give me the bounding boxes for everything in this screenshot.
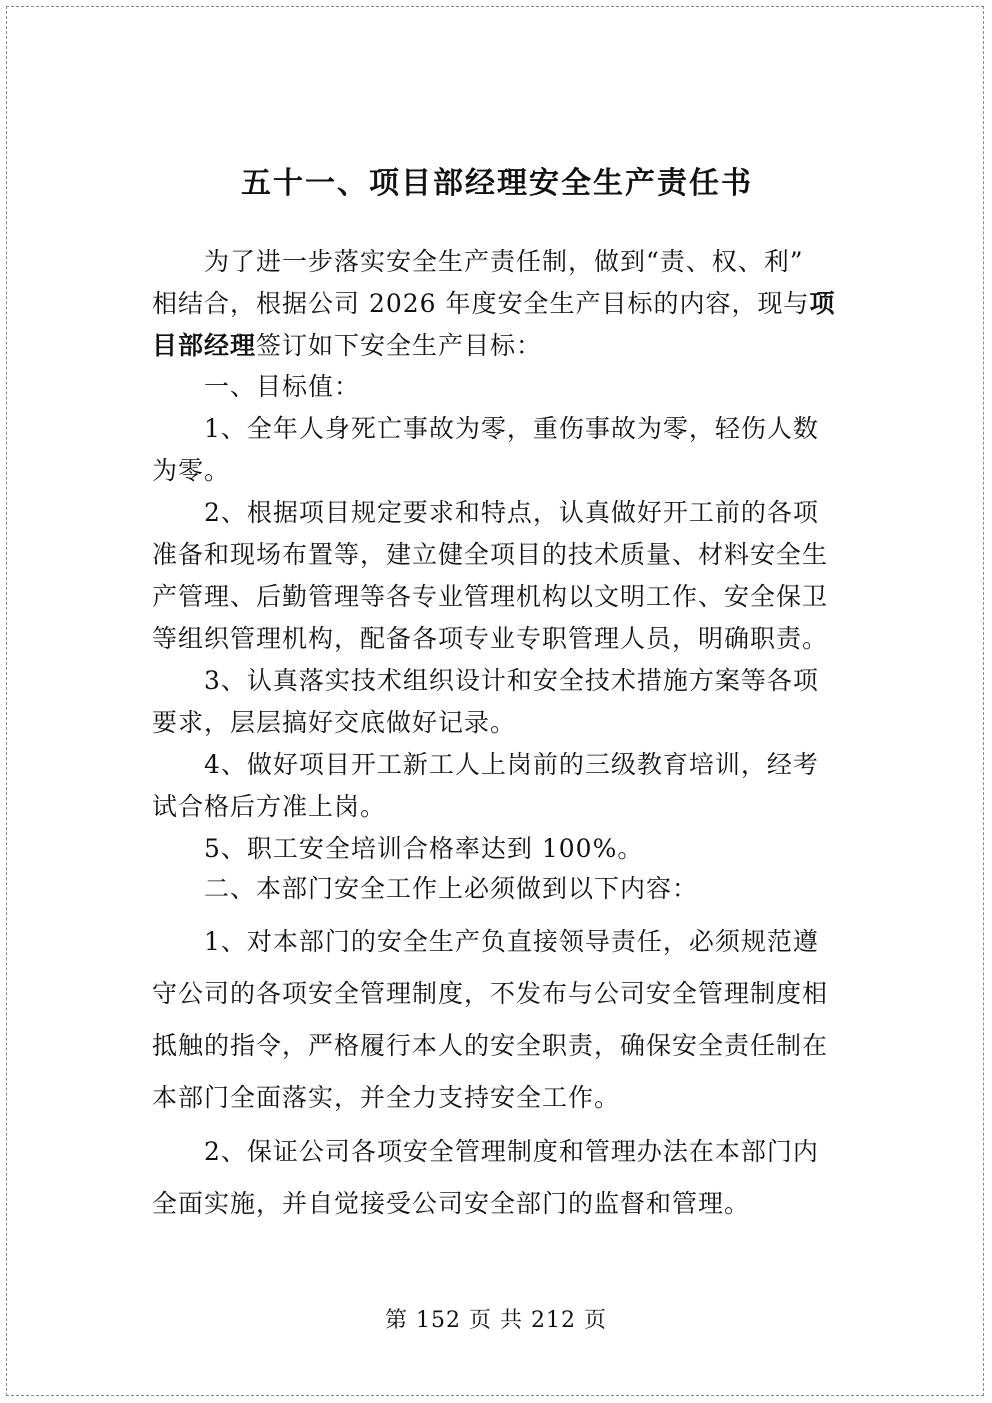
s2-item1-line1: 1、对本部门的安全生产负直接领导责任，必须规范遵 — [204, 927, 819, 956]
s1-item2-line2: 准备和现场布置等，建立健全项目的技术质量、材料安全生 — [152, 540, 829, 569]
intro-line-3 — [152, 325, 842, 367]
section-2-items — [152, 916, 842, 1230]
s1-item3-line2: 要求，层层搞好交底做好记录。 — [152, 708, 517, 737]
intro-line-3-bold: 目部经理 — [152, 331, 257, 360]
section-1-heading: 一、目标值： — [204, 372, 361, 401]
s1-item2-line1: 2、根据项目规定要求和特点，认真做好开工前的各项 — [204, 498, 819, 527]
s2-item2-line2: 全面实施，并自觉接受公司安全部门的监督和管理。 — [152, 1189, 751, 1218]
s1-item1-line1: 1、全年人身死亡事故为零，重伤事故为零，轻伤人数 — [204, 414, 819, 443]
s1-item4-line2: 试合格后方准上岗。 — [152, 792, 387, 821]
intro-line-1: 为了进一步落实安全生产责任制，做到“责、权、利” — [204, 247, 804, 276]
s1-item2-line4: 等组织管理机构，配备各项专业专职管理人员，明确职责。 — [152, 624, 829, 653]
s1-item5: 5、职工安全培训合格率达到 100%。 — [204, 834, 644, 863]
page-number-footer — [0, 1303, 992, 1334]
footer-suffix: 页 — [584, 1308, 608, 1333]
s2-item1-line2: 守公司的各项安全管理制度，不发布与公司安全管理制度相 — [152, 979, 829, 1008]
s1-item1-line2: 为零。 — [152, 456, 231, 485]
s1-item2-line3: 产管理、后勤管理等各专业管理机构以文明工作、安全保卫 — [152, 582, 829, 611]
intro-line-2-bold: 项 — [809, 289, 836, 318]
s2-item1-line3: 抵触的指令，严格履行本人的安全职责，确保安全责任制在 — [152, 1031, 829, 1060]
footer-current-page: 152 — [416, 1308, 461, 1333]
s2-item1-line4: 本部门全面落实，并全力支持安全工作。 — [152, 1083, 621, 1112]
document-title: 五十一、项目部经理安全生产责任书 — [241, 166, 753, 201]
footer-middle: 页 共 — [469, 1308, 523, 1333]
section-2-heading: 二、本部门安全工作上必须做到以下内容： — [204, 874, 699, 903]
footer-total-pages: 212 — [531, 1308, 576, 1333]
section-1 — [152, 366, 842, 870]
s1-item4-line1: 4、做好项目开工新工人上岗前的三级教育培训，经考 — [204, 750, 819, 779]
s2-item2-line1: 2、保证公司各项安全管理制度和管理办法在本部门内 — [204, 1137, 819, 1166]
section-2 — [152, 868, 842, 910]
footer-prefix: 第 — [384, 1308, 408, 1333]
intro-line-2 — [152, 283, 842, 325]
intro-line-2-text: 相结合，根据公司 2026 年度安全生产目标的内容，现与 — [152, 289, 810, 318]
s1-item3-line1: 3、认真落实技术组织设计和安全技术措施方案等各项 — [204, 666, 819, 695]
intro-paragraph — [152, 241, 842, 367]
intro-line-3-text: 签订如下安全生产目标： — [256, 331, 543, 360]
